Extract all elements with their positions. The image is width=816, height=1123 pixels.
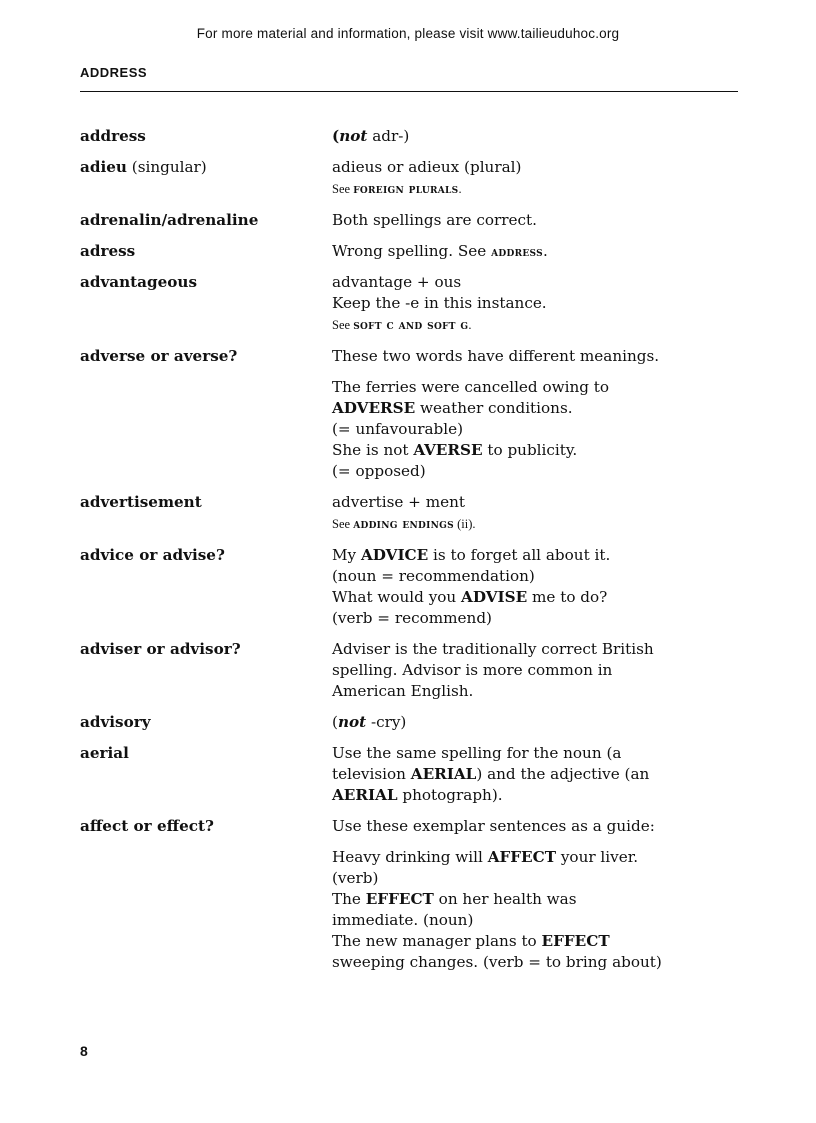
text-segment: Wrong spelling. See — [332, 242, 492, 260]
example-paragraph — [332, 847, 760, 973]
entry-adviser-or-advisor — [80, 639, 760, 702]
definition — [332, 743, 760, 806]
definition-line: adieus or adieux (plural) — [332, 158, 522, 176]
definition-line — [332, 764, 760, 785]
definition-line — [332, 931, 760, 952]
entry-adieu — [80, 157, 760, 200]
example-paragraph — [332, 377, 760, 482]
headword: advisory — [80, 713, 151, 731]
entry-adrenalin — [80, 210, 760, 231]
definition-line — [332, 712, 760, 733]
text-segment: is to forget all about it. — [428, 546, 611, 564]
entry-advantageous — [80, 272, 760, 336]
text-segment: photograph). — [397, 786, 503, 804]
definition-line — [332, 587, 760, 608]
definition-line — [332, 178, 760, 200]
definition — [332, 272, 760, 336]
text-segment: . — [458, 182, 462, 196]
text-segment: on her health was — [433, 890, 577, 908]
entry-head — [80, 743, 332, 806]
definition — [332, 492, 760, 535]
definition — [332, 712, 760, 733]
entry-head — [80, 241, 332, 262]
entry-aerial — [80, 743, 760, 806]
top-notice: For more material and information, please visit www.tailieuduhoc.org — [196, 26, 620, 41]
definition-line: Keep the -e in this instance. — [332, 294, 547, 312]
definition-line — [332, 847, 760, 868]
headword-note: (singular) — [126, 158, 207, 176]
text-segment: to publicity. — [482, 441, 578, 459]
definition — [332, 545, 760, 629]
headword: advice or advise? — [80, 546, 225, 564]
definition-line — [332, 513, 760, 535]
definition-line: spelling. Advisor is more common in — [332, 661, 613, 679]
definition-line: Use the same spelling for the noun (a — [332, 744, 622, 762]
definition — [332, 816, 760, 973]
definition-line: These two words have different meanings. — [332, 347, 660, 365]
headword: adieu — [80, 158, 127, 176]
page-number: 8 — [80, 1043, 88, 1059]
headword: adrenalin/adrenaline — [80, 211, 259, 229]
text-segment: me to do? — [527, 588, 608, 606]
definition-line: Both spellings are correct. — [332, 211, 537, 229]
text-segment: . — [542, 242, 548, 260]
keyword: ADVERSE — [332, 399, 416, 417]
entry-head — [80, 272, 332, 336]
definition-paragraph — [332, 346, 760, 367]
definition-line: (noun = recommendation) — [332, 567, 535, 585]
entry-head — [80, 492, 332, 535]
text-segment: (ii). — [453, 517, 476, 531]
entry-adverse-or-averse — [80, 346, 760, 482]
dictionary-entries — [80, 126, 760, 983]
italic-segment: not — [339, 127, 368, 145]
definition-line: immediate. (noun) — [332, 911, 474, 929]
keyword: EFFECT — [541, 932, 610, 950]
definition-line: The ferries were cancelled owing to — [332, 378, 610, 396]
headword: advertisement — [80, 493, 202, 511]
keyword: AFFECT — [487, 848, 557, 866]
definition-line — [332, 314, 760, 336]
definition-line — [332, 126, 760, 147]
definition-line — [332, 440, 760, 461]
headword: advantageous — [80, 273, 198, 291]
entry-advice-or-advise — [80, 545, 760, 629]
cross-reference: address — [491, 244, 543, 259]
cross-reference: adding endings — [353, 516, 454, 531]
text-segment: See — [332, 318, 354, 332]
entry-head — [80, 210, 332, 231]
definition — [332, 126, 760, 147]
entry-adress — [80, 241, 760, 262]
keyword: AERIAL — [332, 786, 398, 804]
keyword: AERIAL — [410, 765, 477, 783]
entry-head — [80, 545, 332, 629]
headword: adress — [80, 242, 136, 260]
headword: address — [80, 127, 146, 145]
definition-paragraph — [332, 816, 760, 837]
definition-line: advertise + ment — [332, 493, 466, 511]
definition-line: Adviser is the traditionally correct British — [332, 640, 654, 658]
text-segment: See — [332, 182, 354, 196]
definition-line: American English. — [332, 682, 474, 700]
keyword: EFFECT — [365, 890, 434, 908]
definition — [332, 210, 760, 231]
entry-affect-or-effect — [80, 816, 760, 973]
cross-reference: foreign plurals — [353, 181, 459, 196]
definition-line — [332, 889, 760, 910]
entry-address — [80, 126, 760, 147]
cross-reference: soft c and soft g — [353, 317, 469, 332]
definition — [332, 639, 760, 702]
entry-head — [80, 157, 332, 200]
keyword: AVERSE — [413, 441, 483, 459]
entry-head — [80, 126, 332, 147]
text-segment: -cry) — [366, 713, 407, 731]
entry-head — [80, 712, 332, 733]
text-segment: ( — [332, 127, 340, 145]
definition-line: Use these exemplar sentences as a guide: — [332, 817, 655, 835]
definition-line — [332, 398, 760, 419]
text-segment: My — [332, 546, 361, 564]
text-segment: See — [332, 517, 354, 531]
headword: affect or effect? — [80, 817, 214, 835]
italic-segment: not — [337, 713, 367, 731]
text-segment: The — [332, 890, 366, 908]
definition-line: (= opposed) — [332, 462, 426, 480]
running-head: ADDRESS — [80, 65, 148, 80]
definition-line — [332, 241, 760, 262]
text-segment: What would you — [332, 588, 462, 606]
text-segment: Heavy drinking will — [332, 848, 488, 866]
text-segment: The new manager plans to — [332, 932, 542, 950]
text-segment: weather conditions. — [415, 399, 573, 417]
text-segment: your liver. — [556, 848, 639, 866]
definition-line: sweeping changes. (verb = to bring about) — [332, 953, 662, 971]
definition-line: (verb = recommend) — [332, 609, 492, 627]
definition — [332, 241, 760, 262]
keyword: ADVISE — [461, 588, 528, 606]
text-segment: adr-) — [367, 127, 410, 145]
text-segment: ( — [332, 713, 338, 731]
text-segment: She is not — [332, 441, 414, 459]
entry-head — [80, 639, 332, 702]
headword: aerial — [80, 744, 129, 762]
keyword: ADVICE — [360, 546, 429, 564]
text-segment: . — [468, 318, 472, 332]
entry-advisory — [80, 712, 760, 733]
header-rule — [80, 91, 738, 92]
definition — [332, 346, 760, 482]
text-segment: television — [332, 765, 411, 783]
headword: adviser or advisor? — [80, 640, 241, 658]
definition — [332, 157, 760, 200]
definition-line: advantage + ous — [332, 273, 462, 291]
headword: adverse or averse? — [80, 347, 238, 365]
entry-advertisement — [80, 492, 760, 535]
definition-line: (= unfavourable) — [332, 420, 464, 438]
definition-line: (verb) — [332, 869, 379, 887]
text-segment: ) and the adjective (an — [476, 765, 650, 783]
entry-head — [80, 816, 332, 973]
entry-head — [80, 346, 332, 482]
definition-line — [332, 785, 760, 806]
definition-line — [332, 545, 760, 566]
